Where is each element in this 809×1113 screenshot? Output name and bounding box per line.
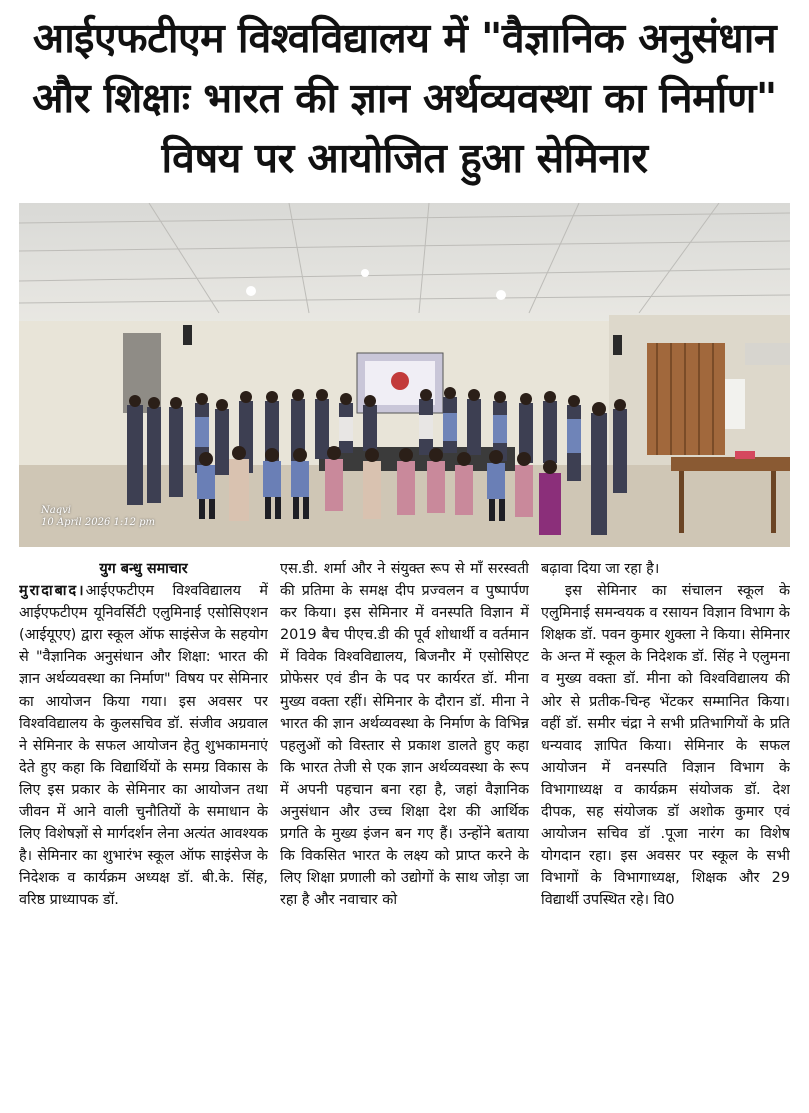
byline: युग बन्धु समाचार	[99, 561, 188, 577]
article-column-2	[280, 558, 529, 1113]
paragraph-speaker: एस.डी. शर्मा और ने संयुक्त रूप से माँ सरस्वती की प्रतिमा के समक्ष दीप प्रज्वलन व पुष्पार्पण कर किया। इस सेमिनार में वनस्पति विज्ञान में 2019 बैच पीएच.डी की पूर्व शोधार्थी व वर्तमान में विवेक विश्वविद्यालय, बिजनौर में एसोसिएट प्रोफेसर एवं डीन के पद पर कार्यरत डॉ. मीना मुख्य वक्ता रहीं। सेमिनार के दौरान डॉ. मीना ने भारत की ज्ञान अर्थव्यवस्था के निर्माण के विभिन्न पहलुओं को विस्तार से प्रकाश डालते हुए कहा कि भारत तेजी से एक ज्ञान अर्थव्यवस्था के रूप में अपनी पहचान बना रहा है, जहां वैज्ञानिक अनुसंधान और उच्च शिक्षा देश की आर्थिक प्रगति के मुख्य इंजन बन गए हैं। उन्होंने बताया कि विकसित भारत के लक्ष्य को प्राप्त करने के लिए शिक्षा प्रणाली को उद्योगों के साथ जोड़ा जा रहा है और नवाचार को	[280, 561, 529, 909]
group-photo	[19, 203, 790, 547]
paragraph-continuation: बढ़ावा दिया जा रहा है।	[541, 561, 660, 577]
photo-watermark	[41, 505, 155, 529]
watermark-name: Naqvi	[41, 505, 71, 516]
watermark-date: 10 April 2026 1:12 pm	[41, 517, 156, 528]
seminar-hall-image	[19, 203, 790, 547]
article-column-1	[19, 558, 268, 1113]
paragraph-conclusion: इस सेमिनार का संचालन स्कूल के एलुमिनाई समन्वयक व रसायन विज्ञान विभाग के शिक्षक डॉ. पवन कुमार शुक्ला ने किया। सेमिनार के अन्त में स्कूल के निदेशक डॉ. सिंह ने एलुमना व मुख्य वक्ता डॉ. मीना को विश्वविद्यालय की ओर से प्रतीक-चिन्ह भेंटकर सम्मानित किया। वहीं डॉ. समीर चंद्रा ने सभी प्रतिभागियों के प्रति धन्यवाद ज्ञापित किया। सेमिनार के सफल आयोजन में वनस्पति विज्ञान विभाग के विभागाध्यक्ष व कार्यक्रम संयोजक डॉ. देश दीपक, सह संयोजक डॉ अशोक कुमार एवं आयोजन सचिव डॉ .पूजा नारंग का विशेष योगदान रहा। इस अवसर पर स्कूल के सभी विभागों के विभागाध्यक्ष, शिक्षक और 29 विद्यार्थी उपस्थित रहे। वि0	[541, 583, 790, 909]
paragraph-intro-text: आईएफटीएम विश्वविद्यालय में आईएफटीएम यूनिवर्सिटी एलुमिनाई एसोसिएशन (आईयूएए) द्वारा स्कूल ऑफ साइंसेज के सहयोग से "वैज्ञानिक अनुसंधान और शिक्षा: भारत की ज्ञान अर्थव्यवस्था का निर्माण" विषय पर सेमिनार का आयोजन किया गया। इस अवसर पर विश्वविद्यालय के कुलसचिव डॉ. संजीव अग्रवाल ने सेमिनार के सफल आयोजन हेतु शुभकामनाएं देते हुए कहा कि विद्यार्थियों के समग्र विकास के लिए इस प्रकार के सेमिनार का आयोजन तथा जीवन में आने वाली चुनौतियों के समाधान के लिए विशेषज्ञों से मार्गदर्शन लेना अत्यंत आवश्यक है। सेमिनार का शुभारंभ स्कूल ऑफ साइंसेज के निदेशक व कार्यक्रम अध्यक्ष डॉ. बी.के. सिंह, वरिष्ठ प्राध्यापक डॉ.	[19, 583, 268, 909]
dateline: मुरादाबाद।	[19, 583, 86, 600]
headline: आईएफटीएम विश्वविद्यालय में "वैज्ञानिक अनुसंधान और शिक्षाः भारत की ज्ञान अर्थव्यवस्था का निर्माण" विषय पर आयोजित हुआ सेमिनार	[32, 14, 777, 182]
paragraph-intro	[19, 580, 268, 911]
article-column-3	[541, 558, 790, 1113]
article-body	[19, 558, 790, 1113]
